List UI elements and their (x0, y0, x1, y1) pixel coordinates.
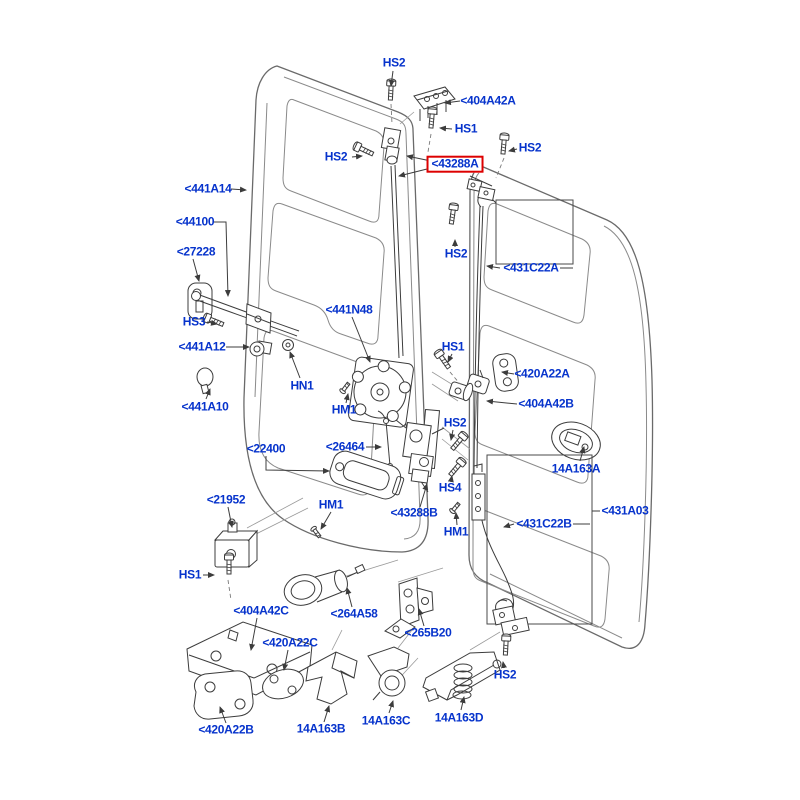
screw-hs4 (447, 456, 467, 478)
latch-441n48 (346, 356, 414, 428)
lower-hinge-right-door (493, 599, 529, 636)
screw-hs2-top (386, 79, 396, 100)
hardware-label-hn1[interactable]: HN1 (290, 378, 314, 393)
screw-hs2-bottom (501, 634, 511, 655)
part-label-26464[interactable]: <26464 (325, 439, 365, 454)
bracket-14a163d (423, 652, 501, 701)
bumper-441a10 (197, 368, 213, 394)
part-label-431a03[interactable]: <431A03 (601, 503, 649, 518)
part-label-14a163a[interactable]: 14A163A (551, 461, 601, 476)
hardware-label-hm1-center[interactable]: HM1 (331, 402, 357, 417)
hardware-label-hs1-right[interactable]: HS1 (441, 339, 465, 354)
part-label-431c22a[interactable]: <431C22A (503, 260, 559, 275)
hardware-label-hs2-upper-right[interactable]: HS2 (518, 140, 542, 155)
screw-hs2-upper-right (498, 133, 509, 155)
screw-hs3 (202, 312, 225, 328)
hardware-label-hs1-top[interactable]: HS1 (454, 121, 478, 136)
part-label-431c22b[interactable]: <431C22B (516, 516, 572, 531)
part-label-264a58[interactable]: <264A58 (330, 606, 378, 621)
hardware-label-hm1-right[interactable]: HM1 (443, 524, 469, 539)
hardware-label-hs2-bottom[interactable]: HS2 (493, 667, 517, 682)
part-label-441a14[interactable]: <441A14 (184, 181, 232, 196)
part-label-265b20[interactable]: <265B20 (404, 625, 452, 640)
part-label-404a42a[interactable]: <404A42A (460, 93, 516, 108)
part-label-44100[interactable]: <44100 (175, 214, 215, 229)
part-label-22400[interactable]: <22400 (246, 441, 286, 456)
clip-14a163c (368, 647, 409, 700)
screw-hs2-right-top (447, 202, 459, 224)
hardware-label-hs2-latch[interactable]: HS2 (443, 415, 467, 430)
selected-part-label-43288a[interactable]: <43288A (427, 156, 484, 173)
part-label-21952[interactable]: <21952 (206, 492, 246, 507)
part-label-14a163b[interactable]: 14A163B (296, 721, 346, 736)
hardware-label-hs1-bottom[interactable]: HS1 (178, 567, 202, 582)
clip-14a163b (306, 652, 357, 704)
part-label-420a22a[interactable]: <420A22A (514, 366, 570, 381)
part-label-441a10[interactable]: <441A10 (181, 399, 229, 414)
part-label-420a22b[interactable]: <420A22B (198, 722, 254, 737)
hardware-label-hs4[interactable]: HS4 (438, 480, 462, 495)
lock-cylinder-264a58 (281, 565, 365, 610)
screw-hm1-right (449, 501, 461, 514)
part-label-14a163c[interactable]: 14A163C (361, 713, 411, 728)
part-label-441a12[interactable]: <441A12 (178, 339, 226, 354)
part-label-420a22c[interactable]: <420A22C (262, 635, 318, 650)
part-label-27228[interactable]: <27228 (176, 244, 216, 259)
hardware-label-hm1-left[interactable]: HM1 (318, 497, 344, 512)
hardware-label-hs3[interactable]: HS3 (182, 314, 206, 329)
part-label-43288b[interactable]: <43288B (390, 505, 438, 520)
hardware-label-hs2-right-top[interactable]: HS2 (444, 246, 468, 261)
part-label-404a42b[interactable]: <404A42B (518, 396, 574, 411)
hardware-label-hs2-upper-left[interactable]: HS2 (324, 149, 348, 164)
grommet-hn1 (283, 340, 294, 351)
plate-420a22b (194, 671, 253, 719)
part-label-441n48[interactable]: <441N48 (325, 302, 373, 317)
hardware-label-hs2-top[interactable]: HS2 (382, 55, 406, 70)
bushing-441a12 (250, 341, 272, 356)
part-label-14a163d[interactable]: 14A163D (434, 710, 484, 725)
part-label-404a42c[interactable]: <404A42C (233, 603, 289, 618)
